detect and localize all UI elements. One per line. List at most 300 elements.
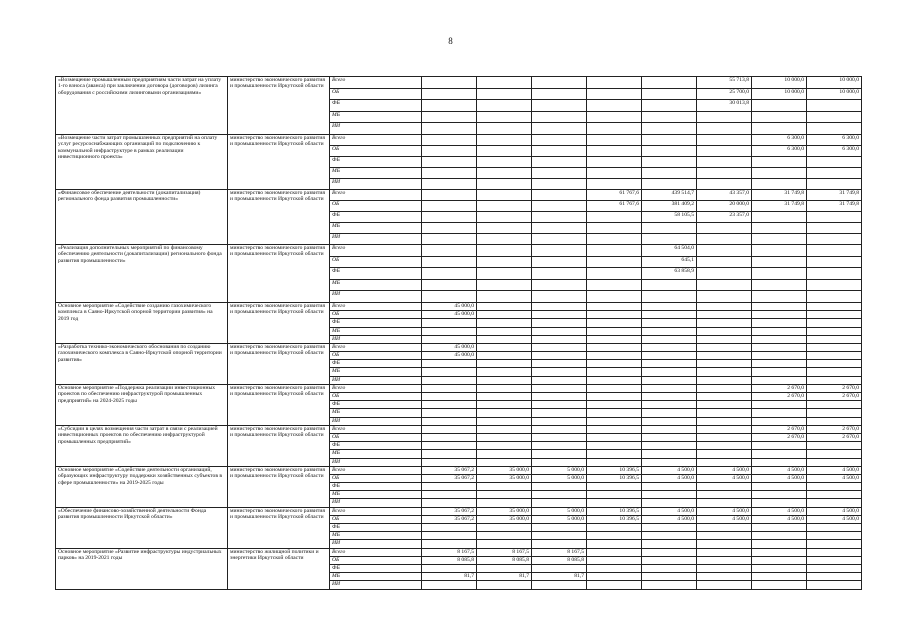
amount-cell (697, 156, 752, 167)
amount-cell (532, 417, 587, 425)
funding-source: МБ (330, 167, 422, 178)
amount-cell (697, 311, 752, 319)
amount-cell (477, 233, 532, 244)
amount-cell (697, 279, 752, 291)
amount-cell (532, 233, 587, 244)
amount-cell (697, 425, 752, 433)
amount-cell (587, 532, 642, 540)
amount-cell: 81,7 (532, 573, 587, 581)
amount-cell (642, 77, 697, 89)
amount-cell (642, 524, 697, 532)
responsible-executor: министерство экономического развития и промышленности Иркутской области (228, 384, 330, 425)
amount-cell: 4 500,0 (697, 507, 752, 515)
amount-cell (807, 450, 862, 458)
amount-cell (642, 279, 697, 291)
amount-cell: 31 749,8 (807, 189, 862, 200)
amount-cell (642, 319, 697, 327)
amount-cell (807, 156, 862, 167)
amount-cell (642, 450, 697, 458)
amount-cell (477, 222, 532, 233)
amount-cell: 4 500,0 (807, 474, 862, 482)
amount-cell (477, 244, 532, 256)
responsible-executor: министерство экономического развития и промышленности Иркутской области (228, 343, 330, 384)
amount-cell (697, 134, 752, 145)
funding-source: ОБ (330, 88, 422, 100)
amount-cell (752, 376, 807, 384)
amount-cell (532, 425, 587, 433)
amount-cell (532, 319, 587, 327)
amount-cell (752, 548, 807, 556)
amount-cell: 4 500,0 (752, 474, 807, 482)
table-row (56, 77, 862, 89)
amount-cell (642, 417, 697, 425)
amount-cell (752, 499, 807, 507)
amount-cell (477, 499, 532, 507)
amount-cell (587, 279, 642, 291)
amount-cell (532, 393, 587, 401)
amount-cell (752, 401, 807, 409)
amount-cell (532, 483, 587, 491)
amount-cell (422, 111, 477, 123)
amount-cell (807, 360, 862, 368)
amount-cell (532, 581, 587, 589)
measure-description: «Разработка технико-экономического обоснования по созданию газохимического комплекса в Саяно-Иркутской опорной территории развития» (56, 343, 228, 384)
funding-source: ИИ (330, 233, 422, 244)
amount-cell: 58 105,5 (642, 211, 697, 222)
amount-cell: 381 409,2 (642, 200, 697, 211)
amount-cell: 64 504,0 (642, 244, 697, 256)
funding-source: МБ (330, 327, 422, 335)
amount-cell: 45 000,0 (422, 302, 477, 310)
amount-cell (477, 433, 532, 441)
amount-cell (587, 311, 642, 319)
amount-cell (642, 123, 697, 135)
amount-cell (532, 524, 587, 532)
amount-cell (642, 401, 697, 409)
amount-cell (422, 200, 477, 211)
amount-cell (752, 302, 807, 310)
table-row (56, 189, 862, 200)
amount-cell (532, 450, 587, 458)
amount-cell (532, 376, 587, 384)
amount-cell (422, 134, 477, 145)
funding-source: ИИ (330, 540, 422, 548)
amount-cell (642, 384, 697, 392)
amount-cell: 645,1 (642, 256, 697, 268)
amount-cell (752, 450, 807, 458)
page-number: 8 (448, 36, 453, 46)
amount-cell (532, 123, 587, 135)
amount-cell (752, 222, 807, 233)
measure-description: Основное мероприятие «Поддержка реализации инвестиционных проектов по обеспечению инфраструктурой промышленных предприятий» на 2024-2025 годы (56, 384, 228, 425)
amount-cell: 81,7 (422, 573, 477, 581)
amount-cell (477, 564, 532, 572)
amount-cell (587, 211, 642, 222)
amount-cell (752, 319, 807, 327)
amount-cell: 35 067,2 (422, 466, 477, 474)
amount-cell (697, 532, 752, 540)
amount-cell (422, 581, 477, 589)
table-row (56, 466, 862, 474)
amount-cell (642, 573, 697, 581)
amount-cell: 43 357,0 (697, 189, 752, 200)
amount-cell: 4 500,0 (752, 515, 807, 523)
responsible-executor: министерство экономического развития и промышленности Иркутской области (228, 302, 330, 343)
amount-cell: 8 167,5 (532, 548, 587, 556)
amount-cell (477, 417, 532, 425)
amount-cell (477, 524, 532, 532)
amount-cell (642, 376, 697, 384)
measure-description: «Возмещение части затрат промышленных предприятий на оплату услуг ресурсоснабжающих организаций по подключению к коммунальной инфраструктуре в рамках реализации инвестиционного проекта» (56, 134, 228, 189)
amount-cell (477, 450, 532, 458)
amount-cell (532, 291, 587, 303)
amount-cell: 4 500,0 (642, 474, 697, 482)
amount-cell: 8 085,8 (532, 556, 587, 564)
amount-cell (422, 256, 477, 268)
amount-cell: 63 858,9 (642, 268, 697, 280)
amount-cell (807, 442, 862, 450)
amount-cell (532, 327, 587, 335)
amount-cell (477, 532, 532, 540)
funding-source: Всего (330, 189, 422, 200)
amount-cell (422, 268, 477, 280)
amount-cell (477, 279, 532, 291)
funding-source: ИИ (330, 123, 422, 135)
amount-cell (697, 442, 752, 450)
funding-source: ИИ (330, 581, 422, 589)
amount-cell (422, 189, 477, 200)
responsible-executor: министерство экономического развития и промышленности Иркутской области (228, 77, 330, 135)
table-row (56, 302, 862, 310)
amount-cell: 31 749,8 (752, 200, 807, 211)
amount-cell (477, 343, 532, 351)
amount-cell (422, 211, 477, 222)
amount-cell (752, 458, 807, 466)
funding-source: Всего (330, 77, 422, 89)
amount-cell (587, 343, 642, 351)
amount-cell (752, 178, 807, 189)
amount-cell (477, 178, 532, 189)
funding-source: ФБ (330, 100, 422, 112)
funding-source: ОБ (330, 311, 422, 319)
amount-cell (587, 393, 642, 401)
amount-cell: 81,7 (477, 573, 532, 581)
amount-cell (477, 145, 532, 156)
amount-cell (587, 167, 642, 178)
amount-cell (807, 458, 862, 466)
amount-cell (807, 244, 862, 256)
amount-cell (587, 450, 642, 458)
amount-cell: 35 000,0 (477, 466, 532, 474)
amount-cell (807, 123, 862, 135)
amount-cell: 61 767,6 (587, 200, 642, 211)
amount-cell: 25 700,0 (697, 88, 752, 100)
amount-cell (642, 222, 697, 233)
amount-cell (642, 393, 697, 401)
amount-cell (587, 433, 642, 441)
amount-cell: 6 300,0 (807, 134, 862, 145)
amount-cell (807, 573, 862, 581)
table-row (56, 507, 862, 515)
amount-cell (752, 556, 807, 564)
amount-cell (697, 268, 752, 280)
amount-cell (642, 335, 697, 343)
amount-cell: 35 000,0 (477, 474, 532, 482)
amount-cell (807, 352, 862, 360)
amount-cell (532, 532, 587, 540)
amount-cell (752, 491, 807, 499)
amount-cell: 55 713,8 (697, 77, 752, 89)
amount-cell (697, 233, 752, 244)
amount-cell: 10 000,0 (807, 77, 862, 89)
measure-description: «Обеспечение финансово-хозяйственной деятельности Фонда развития промышленности Иркутской области» (56, 507, 228, 548)
funding-source: ИИ (330, 499, 422, 507)
amount-cell: 4 500,0 (697, 515, 752, 523)
amount-cell (422, 222, 477, 233)
amount-cell: 10 396,5 (587, 515, 642, 523)
amount-cell (587, 244, 642, 256)
amount-cell (807, 167, 862, 178)
amount-cell (532, 433, 587, 441)
amount-cell (587, 302, 642, 310)
amount-cell (697, 491, 752, 499)
amount-cell (532, 368, 587, 376)
amount-cell (587, 556, 642, 564)
funding-source: ИИ (330, 417, 422, 425)
amount-cell (587, 499, 642, 507)
amount-cell (477, 291, 532, 303)
table-row (56, 425, 862, 433)
amount-cell: 8 167,5 (422, 548, 477, 556)
amount-cell (587, 564, 642, 572)
amount-cell (587, 491, 642, 499)
amount-cell (752, 335, 807, 343)
table-row (56, 134, 862, 145)
amount-cell (752, 233, 807, 244)
amount-cell (587, 319, 642, 327)
amount-cell: 35 067,2 (422, 507, 477, 515)
amount-cell (532, 88, 587, 100)
amount-cell (477, 123, 532, 135)
amount-cell: 23 357,0 (697, 211, 752, 222)
amount-cell (587, 352, 642, 360)
amount-cell (807, 499, 862, 507)
responsible-executor: министерство экономического развития и промышленности Иркутской области (228, 244, 330, 302)
amount-cell (477, 167, 532, 178)
amount-cell (642, 111, 697, 123)
amount-cell (697, 401, 752, 409)
funding-source: Всего (330, 548, 422, 556)
amount-cell (477, 360, 532, 368)
table-row (56, 343, 862, 351)
amount-cell (422, 233, 477, 244)
amount-cell (697, 409, 752, 417)
amount-cell (477, 200, 532, 211)
amount-cell (807, 178, 862, 189)
amount-cell: 6 300,0 (752, 134, 807, 145)
amount-cell (697, 327, 752, 335)
amount-cell (532, 145, 587, 156)
amount-cell (587, 384, 642, 392)
amount-cell (807, 524, 862, 532)
amount-cell (697, 499, 752, 507)
measure-description: Основное мероприятие «Развитие инфраструктуры индустриальных парков» на 2019-2021 годы (56, 548, 228, 589)
amount-cell (532, 211, 587, 222)
amount-cell (697, 433, 752, 441)
amount-cell: 2 670,0 (752, 425, 807, 433)
amount-cell (642, 540, 697, 548)
amount-cell (532, 256, 587, 268)
amount-cell (532, 77, 587, 89)
amount-cell (642, 311, 697, 319)
amount-cell (532, 360, 587, 368)
amount-cell (477, 256, 532, 268)
amount-cell: 4 500,0 (642, 466, 697, 474)
amount-cell (587, 145, 642, 156)
amount-cell (532, 458, 587, 466)
amount-cell (422, 156, 477, 167)
amount-cell (697, 548, 752, 556)
funding-source: МБ (330, 222, 422, 233)
amount-cell (752, 291, 807, 303)
measure-description: Основное мероприятие «Содействие деятельности организаций, образующих инфраструктуру поддержки хозяйственных субъектов в сфере промышленности» на 2019-2025 годы (56, 466, 228, 507)
amount-cell (807, 532, 862, 540)
funding-source: ИИ (330, 291, 422, 303)
amount-cell: 10 000,0 (807, 88, 862, 100)
amount-cell (752, 343, 807, 351)
funding-source: Всего (330, 244, 422, 256)
amount-cell (422, 279, 477, 291)
amount-cell (422, 319, 477, 327)
amount-cell: 10 000,0 (752, 88, 807, 100)
amount-cell (587, 581, 642, 589)
amount-cell (532, 189, 587, 200)
amount-cell (642, 327, 697, 335)
amount-cell (422, 458, 477, 466)
amount-cell (752, 581, 807, 589)
amount-cell (532, 499, 587, 507)
amount-cell (807, 100, 862, 112)
amount-cell (807, 409, 862, 417)
amount-cell (807, 111, 862, 123)
amount-cell (642, 556, 697, 564)
amount-cell (422, 178, 477, 189)
amount-cell (752, 211, 807, 222)
funding-source: ФБ (330, 524, 422, 532)
amount-cell (422, 77, 477, 89)
amount-cell: 10 396,5 (587, 474, 642, 482)
amount-cell (642, 581, 697, 589)
amount-cell (532, 178, 587, 189)
amount-cell: 20 000,0 (697, 200, 752, 211)
amount-cell (587, 458, 642, 466)
funding-source: Всего (330, 425, 422, 433)
amount-cell (752, 167, 807, 178)
amount-cell (477, 581, 532, 589)
amount-cell (422, 167, 477, 178)
amount-cell (587, 524, 642, 532)
amount-cell (807, 491, 862, 499)
amount-cell (752, 409, 807, 417)
amount-cell (587, 222, 642, 233)
amount-cell (477, 401, 532, 409)
amount-cell (477, 319, 532, 327)
amount-cell (752, 564, 807, 572)
amount-cell (752, 417, 807, 425)
amount-cell (587, 368, 642, 376)
amount-cell (477, 540, 532, 548)
funding-source: ФБ (330, 483, 422, 491)
amount-cell (422, 433, 477, 441)
amount-cell (422, 409, 477, 417)
amount-cell: 45 000,0 (422, 311, 477, 319)
funding-source: ФБ (330, 401, 422, 409)
responsible-executor: министерство экономического развития и промышленности Иркутской области (228, 507, 330, 548)
amount-cell (587, 256, 642, 268)
amount-cell (642, 433, 697, 441)
amount-cell (422, 425, 477, 433)
amount-cell (807, 311, 862, 319)
funding-source: ОБ (330, 556, 422, 564)
amount-cell (807, 564, 862, 572)
amount-cell (697, 540, 752, 548)
amount-cell (807, 256, 862, 268)
amount-cell (477, 352, 532, 360)
funding-source: ФБ (330, 360, 422, 368)
amount-cell (697, 384, 752, 392)
funding-source: МБ (330, 111, 422, 123)
amount-cell (587, 111, 642, 123)
amount-cell (642, 167, 697, 178)
amount-cell (697, 123, 752, 135)
amount-cell (477, 425, 532, 433)
funding-source: ИИ (330, 376, 422, 384)
amount-cell (422, 244, 477, 256)
amount-cell (532, 200, 587, 211)
amount-cell (587, 233, 642, 244)
amount-cell (422, 442, 477, 450)
amount-cell (422, 393, 477, 401)
amount-cell (587, 268, 642, 280)
amount-cell (532, 244, 587, 256)
amount-cell (807, 268, 862, 280)
amount-cell (697, 319, 752, 327)
amount-cell (587, 77, 642, 89)
amount-cell (697, 556, 752, 564)
amount-cell (532, 491, 587, 499)
amount-cell (697, 178, 752, 189)
amount-cell: 61 767,6 (587, 189, 642, 200)
amount-cell: 2 670,0 (752, 384, 807, 392)
amount-cell (807, 291, 862, 303)
amount-cell (697, 302, 752, 310)
amount-cell (422, 291, 477, 303)
amount-cell (532, 302, 587, 310)
amount-cell: 5 000,0 (532, 515, 587, 523)
amount-cell (642, 100, 697, 112)
funding-source: ФБ (330, 268, 422, 280)
amount-cell (422, 491, 477, 499)
amount-cell (532, 167, 587, 178)
amount-cell (642, 499, 697, 507)
amount-cell (807, 376, 862, 384)
funding-source: МБ (330, 491, 422, 499)
amount-cell (477, 77, 532, 89)
amount-cell (642, 352, 697, 360)
amount-cell: 2 670,0 (752, 393, 807, 401)
amount-cell (697, 524, 752, 532)
amount-cell (477, 111, 532, 123)
